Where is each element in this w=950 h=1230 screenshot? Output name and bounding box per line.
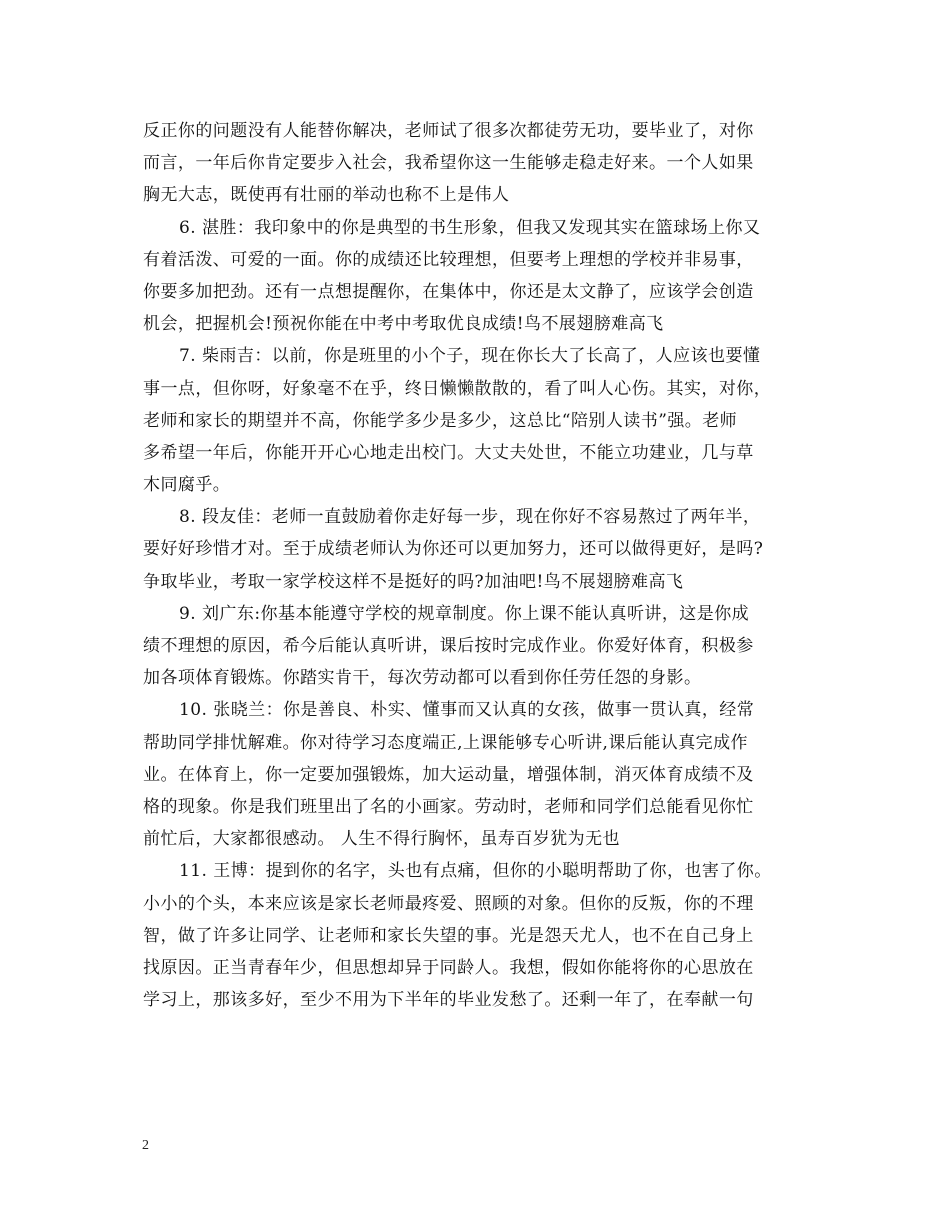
text-line: 胸无大志，既使再有壮丽的举动也称不上是伟人 xyxy=(143,185,510,206)
paragraph-start-7: 7. 柴雨吉：以前，你是班里的小个子，现在你长大了长高了，人应该也要懂 xyxy=(179,346,761,367)
text-line: 多希望一年后，你能开开心心地走出校门。大丈夫处世，不能立功建业，几与草 xyxy=(143,442,754,463)
text-line: 前忙后，大家都很感动。 人生不得行胸怀，虽寿百岁犹为无也 xyxy=(143,829,621,850)
text-line: 学习上，那该多好，至少不用为下半年的毕业发愁了。还剩一年了，在奉献一句 xyxy=(143,990,754,1011)
text-line: 小小的个头，本来应该是家长老师最疼爱、照顾的对象。但你的反叛，你的不理 xyxy=(143,893,754,914)
text-line: 有着活泼、可爱的一面。你的成绩还比较理想，但要考上理想的学校并非易事， xyxy=(143,249,754,270)
text-line: 你要多加把劲。还有一点想提醒你，在集体中，你还是太文静了，应该学会创造 xyxy=(143,281,754,302)
text-line: 机会，把握机会!预祝你能在中考中考取优良成绩!鸟不展翅膀难高飞 xyxy=(143,314,664,335)
text-line: 业。在体育上，你一定要加强锻炼，加大运动量，增强体制，消灭体育成绩不及 xyxy=(143,764,754,785)
text-line: 木同腐乎。 xyxy=(143,475,231,496)
text-line: 反正你的问题没有人能替你解决，老师试了很多次都徒劳无功，要毕业了，对你 xyxy=(143,121,754,141)
paragraph-start-6: 6. 湛胜：我印象中的你是典型的书生形象，但我又发现其实在篮球场上你又 xyxy=(179,217,761,238)
text-line: 争取毕业，考取一家学校这样不是挺好的吗?加油吧!鸟不展翅膀难高飞 xyxy=(143,571,684,592)
text-line: 老师和家长的期望并不高，你能学多少是多少，这总比“陪别人读书”强。老师 xyxy=(143,410,738,431)
text-line: 绩不理想的原因，希今后能认真听讲，课后按时完成作业。你爱好体育，积极参 xyxy=(143,636,754,656)
paragraph-start-11: 11. 王博：提到你的名字，头也有点痛，但你的小聪明帮助了你，也害了你。 xyxy=(179,861,772,882)
text-line: 智，做了许多让同学、让老师和家长失望的事。光是怨天尤人，也不在自己身上 xyxy=(143,925,754,946)
text-line: 格的现象。你是我们班里出了名的小画家。劳动时，老师和同学们总能看见你忙 xyxy=(143,796,754,817)
text-line: 事一点，但你呀，好象毫不在乎，终日懒懒散散的，看了叫人心伤。其实，对你， xyxy=(143,378,772,399)
paragraph-start-9: 9. 刘广东:你基本能遵守学校的规章制度。你上课不能认真听讲，这是你成 xyxy=(179,603,750,624)
text-line: 帮助同学排忧解难。你对待学习态度端正,上课能够专心听讲,课后能认真完成作 xyxy=(143,732,749,753)
page-number: 2 xyxy=(142,1138,149,1153)
body-text xyxy=(143,115,833,1016)
text-line: 而言，一年后你肯定要步入社会，我希望你这一生能够走稳走好来。一个人如果 xyxy=(143,153,754,174)
text-line: 加各项体育锻炼。你踏实肯干，每次劳动都可以看到你任劳任怨的身影。 xyxy=(143,668,702,689)
paragraph-start-10: 10. 张晓兰：你是善良、朴实、懂事而又认真的女孩，做事一贯认真，经常 xyxy=(179,700,755,721)
paragraph-start-8: 8. 段友佳：老师一直鼓励着你走好每一步，现在你好不容易熬过了两年半， xyxy=(179,507,761,528)
text-line: 要好好珍惜才对。至于成绩老师认为你还可以更加努力，还可以做得更好，是吗? xyxy=(143,539,764,560)
text-line: 找原因。正当青春年少，但思想却异于同龄人。我想，假如你能将你的心思放在 xyxy=(143,957,754,978)
